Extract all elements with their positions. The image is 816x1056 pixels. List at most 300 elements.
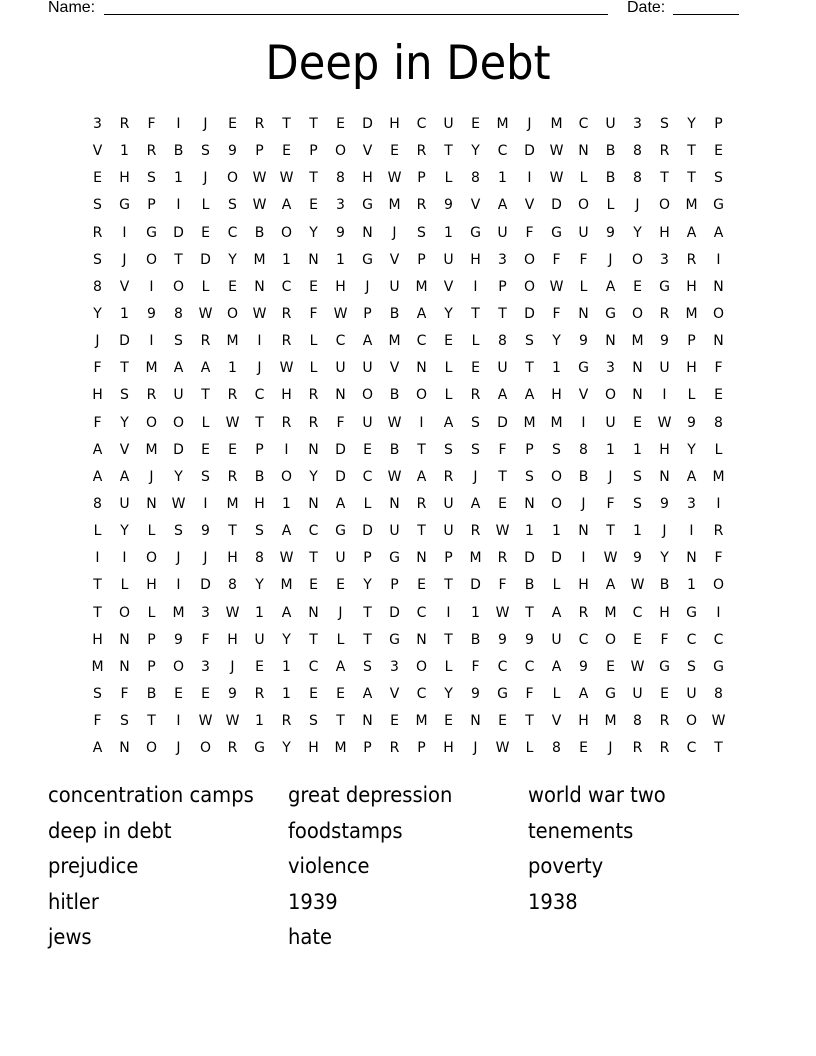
grid-cell[interactable]: N (713, 278, 724, 295)
grid-cell[interactable]: T (687, 143, 696, 160)
grid-cell[interactable]: U (551, 631, 562, 648)
grid-cell[interactable]: U (497, 224, 508, 241)
grid-cell[interactable]: J (608, 468, 613, 485)
grid-cell[interactable]: T (309, 116, 318, 132)
grid-cell[interactable]: A (416, 468, 427, 485)
grid-cell[interactable]: J (473, 468, 478, 485)
grid-cell[interactable]: N (578, 143, 589, 160)
grid-cell[interactable]: H (659, 224, 670, 241)
grid-cell[interactable]: D (200, 577, 211, 594)
grid-cell[interactable]: P (147, 197, 156, 214)
grid-cell[interactable]: T (417, 523, 426, 540)
grid-cell[interactable]: S (417, 224, 426, 241)
grid-cell[interactable]: R (443, 468, 454, 485)
grid-cell[interactable]: O (361, 387, 374, 404)
grid-cell[interactable]: U (443, 116, 454, 132)
grid-cell[interactable]: T (363, 631, 372, 648)
grid-cell[interactable]: 9 (687, 414, 696, 431)
grid-cell[interactable]: E (228, 441, 237, 458)
grid-cell[interactable]: S (633, 468, 642, 485)
grid-cell[interactable]: A (686, 468, 697, 485)
grid-cell[interactable]: A (92, 740, 103, 757)
grid-cell[interactable]: U (335, 550, 346, 567)
grid-cell[interactable]: L (579, 278, 588, 295)
grid-cell[interactable]: V (389, 685, 400, 702)
grid-cell[interactable]: S (93, 685, 102, 702)
grid-cell[interactable]: O (523, 251, 536, 268)
grid-cell[interactable]: R (632, 740, 643, 757)
grid-cell[interactable]: P (687, 333, 696, 350)
grid-cell[interactable]: I (581, 550, 586, 567)
grid-cell[interactable]: L (606, 197, 615, 214)
grid-cell[interactable]: 9 (228, 143, 237, 160)
grid-cell[interactable]: 8 (633, 170, 642, 187)
grid-cell[interactable]: S (633, 495, 642, 512)
grid-cell[interactable]: R (254, 685, 265, 702)
grid-cell[interactable]: E (606, 658, 615, 675)
grid-cell[interactable]: 3 (606, 360, 615, 377)
grid-cell[interactable]: L (309, 360, 318, 377)
grid-cell[interactable]: 8 (579, 441, 588, 458)
grid-cell[interactable]: C (497, 658, 508, 675)
grid-cell[interactable]: T (309, 550, 318, 567)
grid-cell[interactable]: T (606, 523, 615, 540)
grid-cell[interactable]: D (524, 550, 535, 567)
grid-cell[interactable]: 9 (525, 631, 534, 648)
grid-cell[interactable]: 1 (552, 360, 561, 377)
grid-cell[interactable]: W (495, 523, 510, 540)
grid-cell[interactable]: O (145, 414, 158, 431)
grid-cell[interactable]: 1 (633, 441, 642, 458)
grid-cell[interactable]: U (632, 685, 643, 702)
grid-cell[interactable]: E (282, 143, 291, 160)
grid-cell[interactable]: D (173, 224, 184, 241)
grid-cell[interactable]: T (309, 170, 318, 187)
grid-cell[interactable]: A (497, 387, 508, 404)
grid-cell[interactable]: T (174, 251, 183, 268)
grid-cell[interactable]: H (92, 387, 103, 404)
grid-cell[interactable]: E (660, 685, 669, 702)
grid-cell[interactable]: A (281, 604, 292, 621)
grid-cell[interactable]: H (551, 387, 562, 404)
grid-cell[interactable]: O (712, 577, 725, 594)
grid-cell[interactable]: B (659, 577, 670, 594)
grid-cell[interactable]: V (443, 278, 454, 295)
grid-cell[interactable]: A (281, 197, 292, 214)
grid-cell[interactable]: G (389, 550, 400, 567)
grid-cell[interactable]: W (198, 713, 213, 730)
grid-cell[interactable]: W (495, 604, 510, 621)
grid-cell[interactable]: D (362, 523, 373, 540)
grid-cell[interactable]: M (685, 305, 698, 322)
grid-cell[interactable]: N (119, 740, 130, 757)
grid-cell[interactable]: A (335, 658, 346, 675)
grid-cell[interactable]: N (308, 441, 319, 458)
grid-cell[interactable]: L (444, 658, 453, 675)
grid-cell[interactable]: P (363, 740, 372, 757)
grid-cell[interactable]: U (659, 360, 670, 377)
grid-cell[interactable]: P (417, 740, 426, 757)
grid-cell[interactable]: A (551, 658, 562, 675)
grid-cell[interactable]: M (415, 278, 428, 295)
grid-cell[interactable]: V (389, 360, 400, 377)
grid-cell[interactable]: I (95, 550, 100, 567)
grid-cell[interactable]: T (498, 305, 507, 322)
grid-cell[interactable]: 1 (282, 251, 291, 268)
grid-cell[interactable]: J (338, 604, 343, 621)
grid-cell[interactable]: A (686, 224, 697, 241)
grid-cell[interactable]: F (498, 441, 507, 458)
grid-cell[interactable]: W (657, 414, 672, 431)
grid-cell[interactable]: Y (120, 523, 129, 540)
grid-cell[interactable]: D (497, 414, 508, 431)
grid-cell[interactable]: M (280, 577, 293, 594)
grid-cell[interactable]: C (308, 523, 319, 540)
grid-cell[interactable]: T (336, 713, 345, 730)
grid-cell[interactable]: L (201, 278, 210, 295)
grid-cell[interactable]: F (201, 631, 210, 648)
grid-cell[interactable]: P (498, 278, 507, 295)
grid-cell[interactable]: D (200, 251, 211, 268)
grid-cell[interactable]: T (444, 143, 453, 160)
grid-cell[interactable]: T (120, 360, 129, 377)
grid-cell[interactable]: 3 (336, 197, 345, 214)
grid-cell[interactable]: H (92, 631, 103, 648)
grid-cell[interactable]: S (255, 523, 264, 540)
grid-cell[interactable]: T (201, 387, 210, 404)
grid-cell[interactable]: U (389, 278, 400, 295)
grid-cell[interactable]: P (255, 143, 264, 160)
grid-cell[interactable]: O (604, 631, 617, 648)
grid-cell[interactable]: Y (282, 740, 291, 757)
grid-cell[interactable]: T (255, 414, 264, 431)
grid-cell[interactable]: O (226, 170, 239, 187)
grid-cell[interactable]: T (687, 170, 696, 187)
grid-cell[interactable]: L (201, 414, 210, 431)
grid-cell[interactable]: N (632, 387, 643, 404)
grid-cell[interactable]: N (362, 713, 373, 730)
grid-cell[interactable]: V (119, 278, 130, 295)
grid-cell[interactable]: H (578, 713, 589, 730)
grid-cell[interactable]: Y (687, 116, 696, 132)
grid-cell[interactable]: M (604, 713, 617, 730)
name-blank-line[interactable] (104, 14, 608, 15)
grid-cell[interactable]: T (444, 631, 453, 648)
grid-cell[interactable]: T (93, 604, 102, 621)
grid-cell[interactable]: S (687, 658, 696, 675)
grid-cell[interactable]: C (416, 685, 427, 702)
grid-cell[interactable]: R (308, 387, 319, 404)
grid-cell[interactable]: F (309, 305, 318, 322)
grid-cell[interactable]: J (608, 740, 613, 757)
grid-cell[interactable]: D (551, 550, 562, 567)
grid-cell[interactable]: 9 (471, 685, 480, 702)
grid-cell[interactable]: E (93, 170, 102, 187)
grid-cell[interactable]: B (254, 224, 265, 241)
grid-cell[interactable]: I (716, 251, 721, 268)
grid-cell[interactable]: D (362, 116, 373, 132)
grid-cell[interactable]: E (309, 577, 318, 594)
grid-cell[interactable]: 1 (525, 523, 534, 540)
grid-cell[interactable]: W (603, 550, 618, 567)
grid-cell[interactable]: O (577, 197, 590, 214)
grid-cell[interactable]: H (227, 631, 238, 648)
grid-cell[interactable]: 9 (228, 685, 237, 702)
grid-cell[interactable]: I (122, 550, 127, 567)
grid-cell[interactable]: E (417, 577, 426, 594)
grid-cell[interactable]: N (362, 224, 373, 241)
grid-cell[interactable]: 8 (93, 278, 102, 295)
grid-cell[interactable]: G (605, 305, 616, 322)
grid-cell[interactable]: W (279, 360, 294, 377)
grid-cell[interactable]: O (199, 740, 212, 757)
grid-cell[interactable]: Y (93, 305, 102, 322)
grid-cell[interactable]: O (145, 740, 158, 757)
grid-cell[interactable]: N (686, 550, 697, 567)
grid-cell[interactable]: R (416, 495, 427, 512)
grid-cell[interactable]: T (498, 468, 507, 485)
grid-cell[interactable]: I (473, 278, 478, 295)
grid-cell[interactable]: 9 (660, 495, 669, 512)
grid-cell[interactable]: H (335, 278, 346, 295)
grid-cell[interactable]: R (659, 305, 670, 322)
grid-cell[interactable]: W (279, 550, 294, 567)
grid-cell[interactable]: E (579, 740, 588, 757)
grid-cell[interactable]: O (712, 305, 725, 322)
grid-cell[interactable]: G (389, 631, 400, 648)
grid-cell[interactable]: A (578, 685, 589, 702)
grid-cell[interactable]: W (225, 414, 240, 431)
grid-cell[interactable]: P (390, 577, 399, 594)
grid-cell[interactable]: J (203, 170, 208, 187)
grid-cell[interactable]: R (227, 740, 238, 757)
grid-cell[interactable]: 9 (660, 333, 669, 350)
grid-cell[interactable]: 1 (282, 685, 291, 702)
grid-cell[interactable]: L (579, 170, 588, 187)
grid-cell[interactable]: J (365, 278, 370, 295)
grid-cell[interactable]: 8 (471, 170, 480, 187)
grid-cell[interactable]: G (686, 604, 697, 621)
grid-cell[interactable]: 8 (228, 577, 237, 594)
grid-cell[interactable]: A (200, 360, 211, 377)
grid-cell[interactable]: 3 (633, 116, 642, 132)
grid-cell[interactable]: N (416, 360, 427, 377)
grid-cell[interactable]: A (173, 360, 184, 377)
grid-cell[interactable]: 9 (336, 224, 345, 241)
grid-cell[interactable]: I (716, 495, 721, 512)
grid-cell[interactable]: L (444, 360, 453, 377)
grid-cell[interactable]: G (254, 740, 265, 757)
grid-cell[interactable]: J (527, 116, 532, 132)
grid-cell[interactable]: H (146, 577, 157, 594)
grid-cell[interactable]: 3 (201, 658, 210, 675)
grid-cell[interactable]: T (660, 170, 669, 187)
grid-cell[interactable]: M (145, 441, 158, 458)
grid-cell[interactable]: S (444, 441, 453, 458)
grid-cell[interactable]: Y (282, 631, 291, 648)
grid-cell[interactable]: C (416, 116, 427, 132)
grid-cell[interactable]: 8 (633, 143, 642, 160)
grid-cell[interactable]: 1 (633, 523, 642, 540)
grid-cell[interactable]: W (225, 713, 240, 730)
grid-cell[interactable]: Y (444, 305, 453, 322)
grid-cell[interactable]: U (173, 387, 184, 404)
grid-cell[interactable]: T (309, 631, 318, 648)
grid-cell[interactable]: E (444, 713, 453, 730)
grid-cell[interactable]: N (659, 468, 670, 485)
grid-cell[interactable]: 3 (201, 604, 210, 621)
grid-cell[interactable]: F (714, 360, 723, 377)
grid-cell[interactable]: U (443, 495, 454, 512)
grid-cell[interactable]: A (605, 278, 616, 295)
grid-cell[interactable]: N (308, 604, 319, 621)
grid-cell[interactable]: E (228, 116, 237, 132)
grid-cell[interactable]: H (281, 387, 292, 404)
grid-cell[interactable]: J (392, 224, 397, 241)
grid-cell[interactable]: A (92, 468, 103, 485)
grid-cell[interactable]: V (362, 143, 373, 160)
grid-cell[interactable]: J (203, 116, 208, 132)
grid-cell[interactable]: W (549, 278, 564, 295)
grid-cell[interactable]: N (254, 278, 265, 295)
grid-cell[interactable]: D (173, 441, 184, 458)
grid-cell[interactable]: O (631, 305, 644, 322)
grid-cell[interactable]: R (281, 305, 292, 322)
grid-cell[interactable]: H (686, 278, 697, 295)
grid-cell[interactable]: E (471, 360, 480, 377)
grid-cell[interactable]: E (390, 713, 399, 730)
grid-cell[interactable]: R (200, 333, 211, 350)
grid-cell[interactable]: I (176, 713, 181, 730)
grid-cell[interactable]: R (578, 604, 589, 621)
grid-cell[interactable]: U (578, 224, 589, 241)
grid-cell[interactable]: O (523, 278, 536, 295)
grid-cell[interactable]: M (226, 495, 239, 512)
grid-cell[interactable]: R (281, 414, 292, 431)
grid-cell[interactable]: P (147, 658, 156, 675)
grid-cell[interactable]: N (524, 495, 535, 512)
grid-cell[interactable]: D (524, 143, 535, 160)
grid-cell[interactable]: C (686, 740, 697, 757)
grid-cell[interactable]: E (336, 116, 345, 132)
grid-cell[interactable]: M (388, 197, 401, 214)
grid-cell[interactable]: O (631, 251, 644, 268)
grid-cell[interactable]: H (119, 170, 130, 187)
grid-cell[interactable]: H (308, 740, 319, 757)
grid-cell[interactable]: A (281, 523, 292, 540)
grid-cell[interactable]: F (93, 360, 102, 377)
grid-cell[interactable]: O (334, 143, 347, 160)
grid-cell[interactable]: N (119, 658, 130, 675)
grid-cell[interactable]: P (255, 441, 264, 458)
grid-cell[interactable]: 9 (579, 658, 588, 675)
grid-cell[interactable]: F (525, 685, 534, 702)
grid-cell[interactable]: Y (633, 224, 642, 241)
grid-cell[interactable]: N (470, 713, 481, 730)
grid-cell[interactable]: L (147, 604, 156, 621)
grid-cell[interactable]: S (471, 414, 480, 431)
grid-cell[interactable]: O (604, 387, 617, 404)
grid-cell[interactable]: 8 (714, 414, 723, 431)
grid-cell[interactable]: T (93, 577, 102, 594)
grid-cell[interactable]: 1 (498, 170, 507, 187)
grid-cell[interactable]: 9 (579, 333, 588, 350)
grid-cell[interactable]: W (630, 577, 645, 594)
grid-cell[interactable]: F (606, 495, 615, 512)
grid-cell[interactable]: W (387, 414, 402, 431)
grid-cell[interactable]: I (176, 577, 181, 594)
grid-cell[interactable]: W (495, 740, 510, 757)
grid-cell[interactable]: M (469, 550, 482, 567)
grid-cell[interactable]: J (230, 658, 235, 675)
grid-cell[interactable]: E (471, 116, 480, 132)
grid-cell[interactable]: U (389, 523, 400, 540)
grid-cell[interactable]: I (689, 523, 694, 540)
grid-cell[interactable]: E (201, 685, 210, 702)
grid-cell[interactable]: D (551, 197, 562, 214)
grid-cell[interactable]: T (444, 577, 453, 594)
grid-cell[interactable]: W (252, 197, 267, 214)
grid-cell[interactable]: S (174, 333, 183, 350)
grid-cell[interactable]: P (714, 116, 723, 132)
grid-cell[interactable]: R (416, 143, 427, 160)
grid-cell[interactable]: F (336, 414, 345, 431)
grid-cell[interactable]: M (631, 333, 644, 350)
grid-cell[interactable]: T (363, 604, 372, 621)
grid-cell[interactable]: L (471, 333, 480, 350)
grid-cell[interactable]: L (444, 387, 453, 404)
grid-cell[interactable]: 1 (687, 577, 696, 594)
grid-cell[interactable]: M (415, 713, 428, 730)
grid-cell[interactable]: U (362, 360, 373, 377)
grid-cell[interactable]: 1 (282, 495, 291, 512)
grid-cell[interactable]: T (471, 305, 480, 322)
grid-cell[interactable]: N (605, 333, 616, 350)
grid-cell[interactable]: S (93, 251, 102, 268)
grid-cell[interactable]: L (687, 387, 696, 404)
grid-cell[interactable]: P (444, 550, 453, 567)
grid-cell[interactable]: N (416, 631, 427, 648)
grid-cell[interactable]: 3 (498, 251, 507, 268)
grid-cell[interactable]: C (308, 658, 319, 675)
grid-cell[interactable]: R (281, 333, 292, 350)
grid-cell[interactable]: S (309, 713, 318, 730)
grid-cell[interactable]: O (145, 251, 158, 268)
grid-cell[interactable]: U (686, 685, 697, 702)
grid-cell[interactable]: Y (228, 251, 237, 268)
grid-cell[interactable]: S (363, 658, 372, 675)
grid-cell[interactable]: 8 (633, 713, 642, 730)
grid-cell[interactable]: G (362, 251, 373, 268)
grid-cell[interactable]: H (686, 360, 697, 377)
grid-cell[interactable]: I (527, 170, 532, 187)
grid-cell[interactable]: G (659, 278, 670, 295)
grid-cell[interactable]: C (578, 116, 589, 132)
grid-cell[interactable]: M (226, 333, 239, 350)
grid-cell[interactable]: I (662, 387, 667, 404)
grid-cell[interactable]: M (388, 333, 401, 350)
grid-cell[interactable]: Y (309, 224, 318, 241)
grid-cell[interactable]: Y (255, 577, 264, 594)
grid-cell[interactable]: E (201, 441, 210, 458)
grid-cell[interactable]: M (712, 468, 725, 485)
grid-cell[interactable]: 3 (660, 251, 669, 268)
grid-cell[interactable]: H (443, 740, 454, 757)
grid-cell[interactable]: O (118, 604, 131, 621)
grid-cell[interactable]: W (549, 170, 564, 187)
grid-cell[interactable]: B (605, 143, 616, 160)
grid-cell[interactable]: V (470, 197, 481, 214)
